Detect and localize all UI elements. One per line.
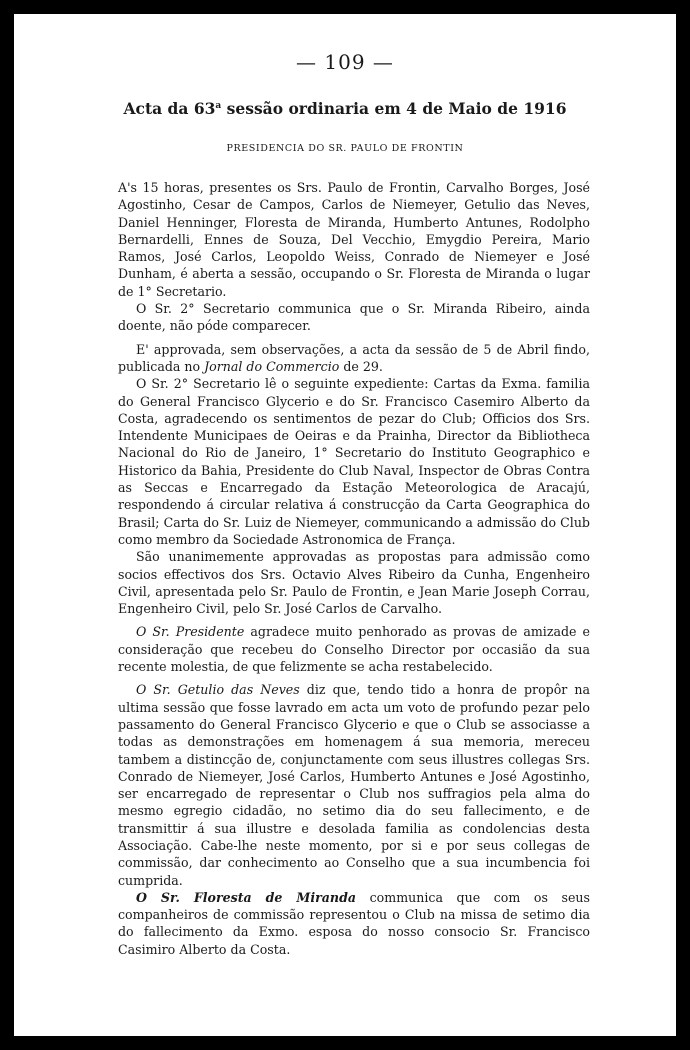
page-number: — 109 — xyxy=(296,50,394,74)
floresta-text: communica que com os seus companheiros de commissão representou o Club na missa de setimo dia do fallecimento da Exmo. esposa do nosso consocio Sr. Francisco Casimiro Alberto da Costa. xyxy=(118,889,590,957)
president-text: agradece muito penhorado as provas de amizade e consideração que recebeu do Conselho Director por occasião da sua recente molestia, de que felizmente se acha restabelecido. xyxy=(118,624,590,675)
paragraph-floresta xyxy=(118,889,590,958)
speaker-getulio: O Sr. Getulio das Neves xyxy=(136,682,300,698)
session-heading xyxy=(14,96,676,119)
newspaper-title: Jornal do Commercio xyxy=(204,358,340,374)
paragraph-president xyxy=(118,623,590,675)
getulio-text: diz que, tendo tido a honra de propôr na ultima sessão que fosse lavrado em acta um voto de profundo pezar pelo passamento do General Francisco Glycerio e que o Club se associasse a todas as demonstrações em homenagem á sua memoria, mereceu tambem a distincção de, conjunctamente com seus illustres collegas Srs. Conrado de Niemeyer, José Carlos, Humberto Antunes e José Agostinho, ser encarregado de representar o Club nos suffragios pela alma do mesmo egregio cidadão, no setimo dia do seu fallecimento, e de transmittir á sua illustre e desolada familia as condolencias desta Associação. Cabe-lhe neste momento, por si e por seus collegas de commissão, dar conhecimento ao Conselho que a sua incumbencia foi cumprida. xyxy=(118,682,591,888)
speaker-president: O Sr. Presidente xyxy=(136,624,245,640)
paragraph-absence: O Sr. 2° Secretario communica que o Sr. Miranda Ribeiro, ainda doente, não póde comparecer. xyxy=(118,301,590,334)
paragraph-approval xyxy=(118,341,590,376)
approval-text-a: E' approvada, sem observações, a acta da sessão de 5 de Abril findo, publicada no xyxy=(118,341,590,374)
paragraph-correspondence: O Sr. 2° Secretario lê o seguinte expediente: Cartas da Exma. familia do General Francisco Glycerio e do Sr. Francisco Casemiro Alberto da Costa, agradecendo os sentimentos de pezar do Club; Officios dos Srs. Intendente Municipaes de Oeiras e da Prainha, Director da Bibliotheca Nacional do Rio de Janeiro, 1° Secretario do Instituto Geographico e Historico da Bahia, Presidente do Club Naval, Inspector de Obras Contra as Seccas e Encarregado da Estação Meteorologica de Aracajú, respondendo á circular relativa á construcção da Carta Geographica do Brasil; Carta do Sr. Luiz de Niemeyer, communicando a admissão do Club como membro da Sociedade Astronomica de França. xyxy=(118,376,590,547)
heading-prefix: Acta da 63 xyxy=(123,99,216,118)
speaker-floresta: O Sr. Floresta de Miranda xyxy=(136,889,357,905)
paragraph-attendance: A's 15 horas, presentes os Srs. Paulo de Frontin, Carvalho Borges, José Agostinho, Cesar de Campos, Carlos de Niemeyer, Getulio das Neves, Daniel Henninger, Floresta de Miranda, Humberto Antunes, Rodolpho Bernardelli, Ennes de Souza, Del Vecchio, Emygdio Pereira, Mario Ramos, José Carlos, Leopoldo Weiss, Conrado de Niemeyer e José Dunham, é aberta a sessão, occupando o Sr. Floresta de Miranda o lugar de 1° Secretario. xyxy=(118,180,590,299)
heading-suffix: sessão ordinaria em 4 de Maio de 1916 xyxy=(221,99,567,118)
minutes-body xyxy=(118,179,590,958)
approval-text-b: de 29. xyxy=(339,358,383,374)
document-page xyxy=(14,14,676,1036)
presidency-line: PRESIDENCIA DO SR. PAULO DE FRONTIN xyxy=(226,143,464,154)
paragraph-admissions: São unanimemente approvadas as propostas para admissão como socios effectivos dos Srs. Octavio Alves Ribeiro da Cunha, Engenheiro Civil, apresentada pelo Sr. Paulo de Frontin, e Jean Marie Joseph Corrau, Engenheiro Civil, pelo Sr. José Carlos de Carvalho. xyxy=(118,549,590,617)
heading-ordinal-sup: a xyxy=(215,101,222,111)
paragraph-getulio xyxy=(118,681,590,889)
